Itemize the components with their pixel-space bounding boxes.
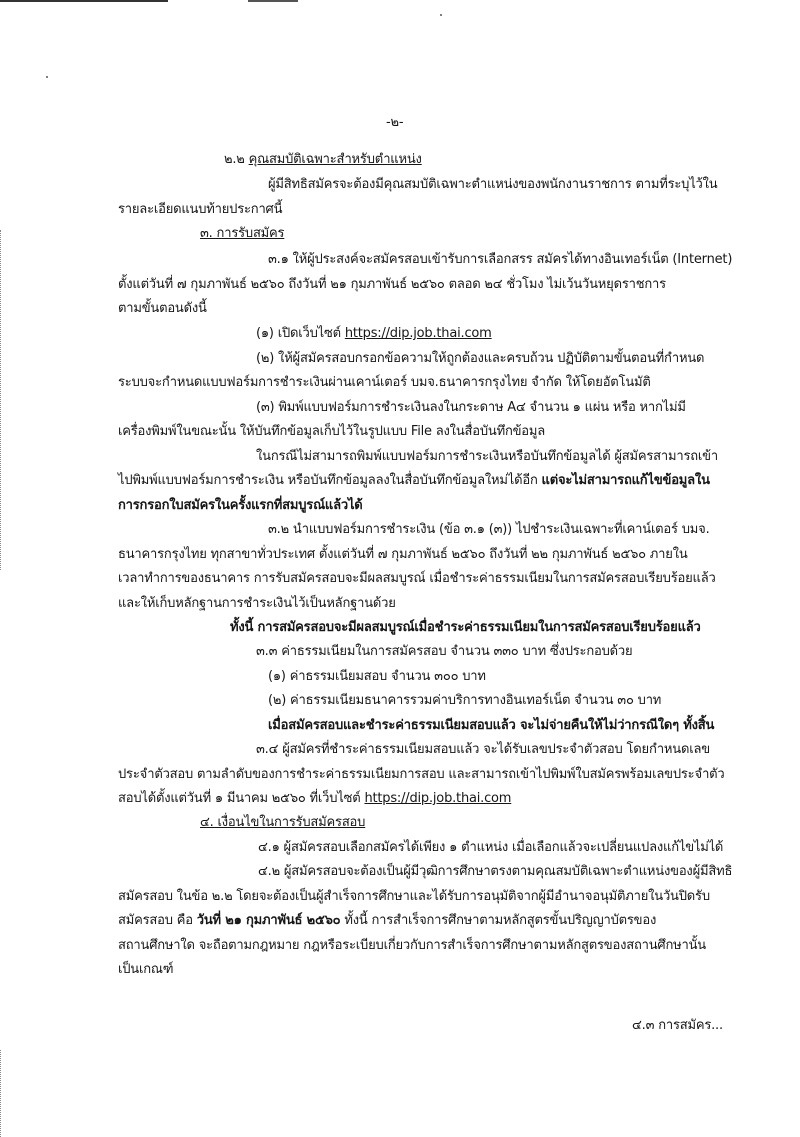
text-normal: สอบได้ตั้งแต่วันที่ ๑ มีนาคม ๒๕๖๐ ที่เว็บไซต์: [118, 791, 365, 806]
website-link[interactable]: https://dip.job.thai.com: [344, 326, 492, 341]
website-link[interactable]: https://dip.job.thai.com: [364, 791, 512, 806]
text-bold: แต่จะไม่สามารถแก้ไขข้อมูลใน: [541, 473, 710, 488]
text-bold: วันที่ ๒๑ กุมภาพันธ์ ๒๕๖๐: [196, 913, 341, 928]
scan-edge-mark: [248, 0, 298, 2]
paragraph-line: ๔.๒ ผู้สมัครสอบจะต้องเป็นผู้มีวุฒิการศึกษาตรงตามคุณสมบัติเฉพาะตำแหน่งของผู้มีสิทธิ: [258, 864, 733, 879]
paragraph-line: และให้เก็บหลักฐานการชำระเงินไว้เป็นหลักฐานด้วย: [118, 596, 396, 611]
scan-speck: [46, 76, 48, 78]
paragraph-line: รายละเอียดแนบท้ายประกาศนี้: [118, 202, 283, 217]
paragraph-line: ประจำตัวสอบ ตามลำดับของการชำระค่าธรรมเนียมการสอบ และสามารถเข้าไปพิมพ์ใบสมัครพร้อมเลขประจำตัว: [118, 767, 725, 782]
fee-item: (๒) ค่าธรรมเนียมธนาคารรวมค่าบริการทางอินเทอร์เน็ต จำนวน ๓๐ บาท: [268, 693, 662, 708]
paragraph-line: (๒) ให้ผู้สมัครสอบกรอกข้อความให้ถูกต้องและครบถ้วน ปฏิบัติตามขั้นตอนที่กำหนด: [256, 351, 705, 366]
paragraph-line: ๓.๑ ให้ผู้ประสงค์จะสมัครสอบเข้ารับการเลือกสรร สมัครได้ทางอินเทอร์เน็ต (Internet): [268, 252, 733, 267]
step-1-label: (๑) เปิดเว็บไซต์: [256, 326, 341, 341]
step-1: [256, 325, 492, 343]
paragraph-line: ธนาคารกรุงไทย ทุกสาขาทั่วประเทศ ตั้งแต่วันที่ ๗ กุมภาพันธ์ ๒๕๖๐ ถึงวันที่ ๒๒ กุมภาพันธ์ ๒๕๖๐ ภายใน: [118, 547, 688, 562]
paragraph-line: (๓) พิมพ์แบบฟอร์มการชำระเงินลงในกระดาษ A๔ จำนวน ๑ แผ่น หรือ หากไม่มี: [256, 400, 686, 415]
paragraph-line: ๓.๓ ค่าธรรมเนียมในการสมัครสอบ จำนวน ๓๓๐ บาท ซึ่งประกอบด้วย: [256, 644, 633, 659]
paragraph-line: [118, 472, 710, 490]
section-3-heading: ๓. การรับสมัคร: [200, 226, 285, 241]
text-normal: สมัครสอบ คือ: [118, 913, 197, 928]
bold-note: ทั้งนี้ การสมัครสอบจะมีผลสมบูรณ์เมื่อชำระค่าธรรมเนียมในการสมัครสอบเรียบร้อยแล้ว: [230, 620, 701, 635]
scan-speck: [440, 14, 442, 16]
scan-border: [0, 230, 3, 570]
paragraph-line: ๓.๒ นำแบบฟอร์มการชำระเงิน (ข้อ ๓.๑ (๓)) ไปชำระเงินเฉพาะที่เคาน์เตอร์ บมจ.: [268, 522, 710, 537]
paragraph-line: ระบบจะกำหนดแบบฟอร์มการชำระเงินผ่านเคาน์เตอร์ บมจ.ธนาคารกรุงไทย จำกัด ให้โดยอัตโนมัติ: [118, 375, 651, 390]
scan-border: [0, 1050, 3, 1137]
paragraph-line: ผู้มีสิทธิสมัครจะต้องมีคุณสมบัติเฉพาะตำแหน่งของพนักงานราชการ ตามที่ระบุไว้ใน: [268, 177, 718, 192]
section-number: ๒.๒: [224, 152, 245, 167]
paragraph-line: สมัครสอบ ในข้อ ๒.๒ โดยจะต้องเป็นผู้สำเร็จการศึกษาและได้รับการอนุมัติจากผู้มีอำนาจอนุมัติภายในวันปิดรับ: [118, 889, 710, 904]
paragraph-line: ตั้งแต่วันที่ ๗ กุมภาพันธ์ ๒๕๖๐ ถึงวันที่ ๒๑ กุมภาพันธ์ ๒๕๖๐ ตลอด ๒๔ ชั่วโมง ไม่เว้นวันหยุดราชการ: [118, 277, 666, 292]
page-number: -๒-: [386, 115, 404, 130]
paragraph-line: การกรอกใบสมัครในครั้งแรกที่สมบูรณ์แล้วได้: [118, 498, 363, 513]
fee-item: (๑) ค่าธรรมเนียมสอบ จำนวน ๓๐๐ บาท: [268, 669, 486, 684]
paragraph-line: ๓.๔ ผู้สมัครที่ชำระค่าธรรมเนียมสอบแล้ว จะได้รับเลขประจำตัวสอบ โดยกำหนดเลข: [256, 742, 710, 757]
text-normal: ไปพิมพ์แบบฟอร์มการชำระเงิน หรือบันทึกข้อมูลลงในสื่อบันทึกข้อมูลใหม่ได้อีก: [118, 473, 542, 488]
paragraph-line: ในกรณีไม่สามารถพิมพ์แบบฟอร์มการชำระเงินหรือบันทึกข้อมูลได้ ผู้สมัครสามารถเข้า: [256, 449, 718, 464]
paragraph-line: เวลาทำการของธนาคาร การรับสมัครสอบจะมีผลสมบูรณ์ เมื่อชำระค่าธรรมเนียมในการสมัครสอบเรียบร้อยแล้ว: [118, 571, 716, 586]
paragraph-line: เครื่องพิมพ์ในขณะนั้น ให้บันทึกข้อมูลเก็บไว้ในรูปแบบ File ลงในสื่อบันทึกข้อมูล: [118, 424, 546, 439]
section-title: คุณสมบัติเฉพาะสำหรับตำแหน่ง: [248, 152, 422, 167]
paragraph-line: [118, 790, 511, 808]
bold-note: เมื่อสมัครสอบและชำระค่าธรรมเนียมสอบแล้ว จะไม่จ่ายคืนให้ไม่ว่ากรณีใดๆ ทั้งสิ้น: [268, 718, 715, 733]
section-2-2-heading: [224, 151, 422, 169]
section-4-heading: ๔. เงื่อนไขในการรับสมัครสอบ: [200, 815, 366, 830]
paragraph-line: สถานศึกษาใด จะถือตามกฎหมาย กฎหรือระเบียบเกี่ยวกับการสำเร็จการศึกษาตามหลักสูตรของสถานศึกษานั้น: [118, 938, 706, 953]
scan-edge-mark: [0, 0, 168, 2]
paragraph-line: ๔.๑ ผู้สมัครสอบเลือกสมัครได้เพียง ๑ ตำแหน่ง เมื่อเลือกแล้วจะเปลี่ยนแปลงแก้ไขไม่ได้: [258, 840, 724, 855]
paragraph-line: ตามขั้นตอนดังนี้: [118, 301, 207, 316]
paragraph-line: [118, 912, 656, 930]
continuation-marker: ๔.๓ การสมัคร...: [632, 1018, 723, 1033]
text-normal: ทั้งนี้ การสำเร็จการศึกษาตามหลักสูตรขั้นปริญญาบัตรของ: [340, 913, 657, 928]
paragraph-line: เป็นเกณฑ์: [118, 962, 174, 977]
